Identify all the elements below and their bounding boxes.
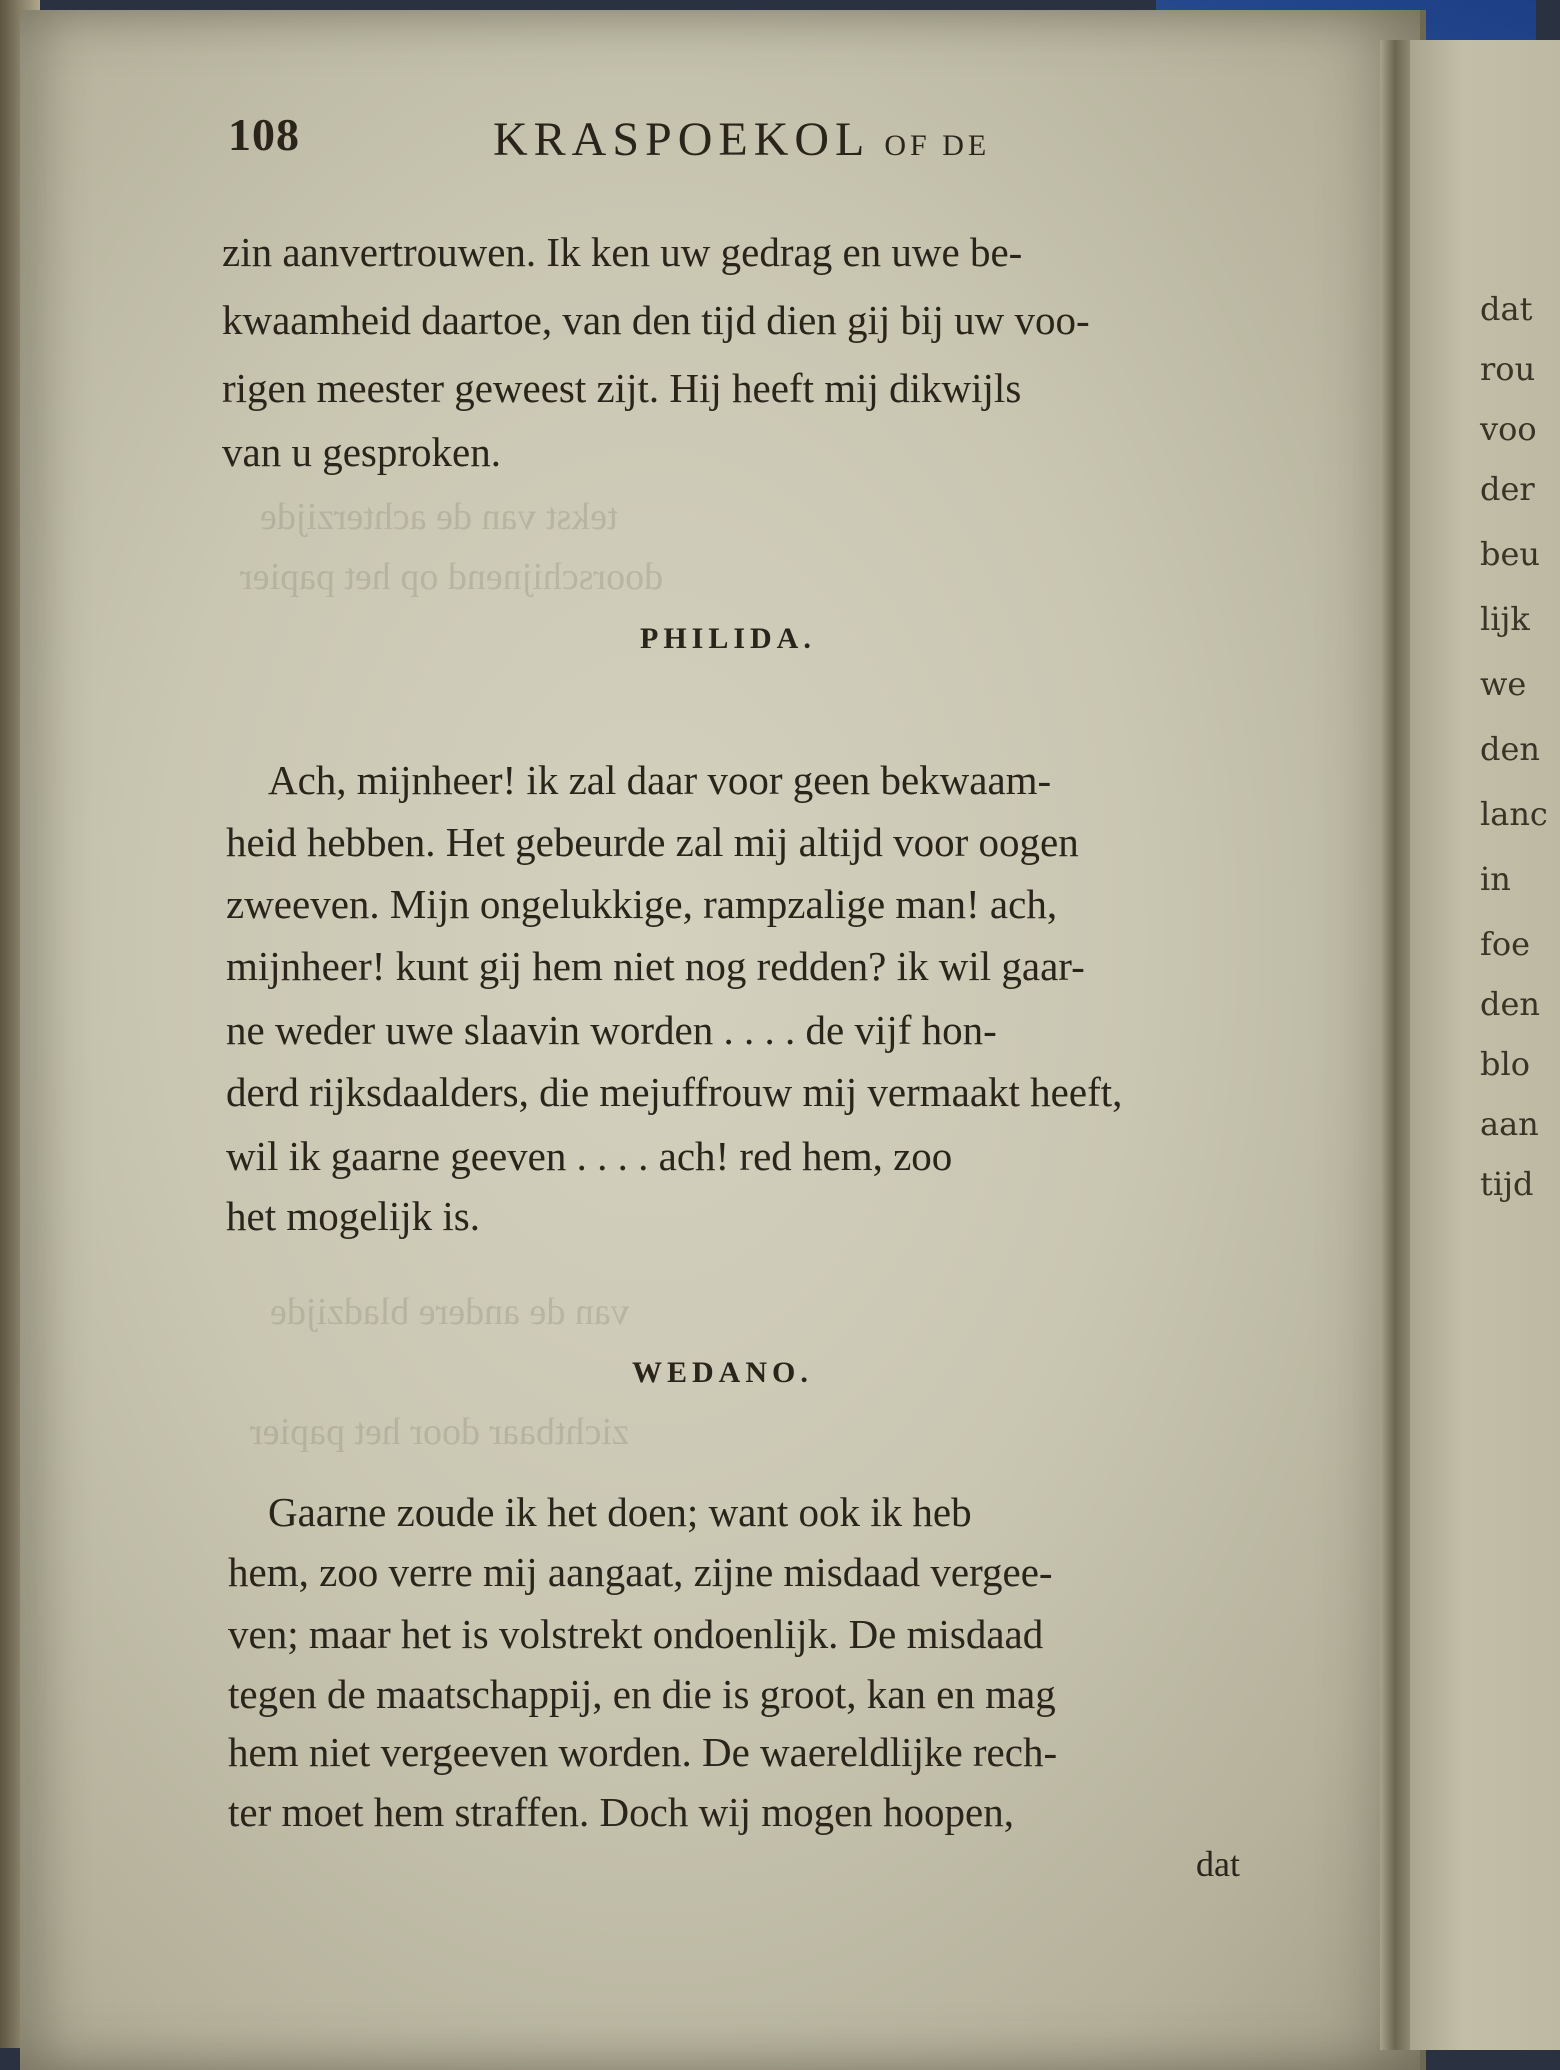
text-line: zin aanvertrouwen. Ik ken uw gedrag en uwe be- xyxy=(222,229,1023,275)
text-line: ter moet hem straffen. Doch wij mogen hoopen, xyxy=(228,1789,1015,1835)
right-page-fragment: blo xyxy=(1480,1045,1530,1083)
page-number: 108 xyxy=(228,109,300,160)
text-line: van u gesproken. xyxy=(222,429,501,475)
catchword: dat xyxy=(1196,1844,1240,1884)
right-page-fragment: beu xyxy=(1480,535,1541,573)
text-line: Gaarne zoude ik het doen; want ook ik heb xyxy=(268,1489,972,1535)
running-title-suffix: OF DE xyxy=(884,129,991,162)
right-page-fragment: dat xyxy=(1480,290,1533,328)
right-page-fragment: lijk xyxy=(1480,600,1530,638)
text-line: tegen de maatschappij, en die is groot, kan en mag xyxy=(228,1671,1056,1717)
text-line: ven; maar het is volstrekt ondoenlijk. De misdaad xyxy=(228,1611,1044,1657)
right-page-fragment: tijd xyxy=(1480,1165,1534,1203)
text-line: heid hebben. Het gebeurde zal mij altijd voor oogen xyxy=(226,819,1079,865)
right-page-fragment: we xyxy=(1480,665,1527,703)
bleed-through: van de andere bladzijde xyxy=(270,1291,630,1333)
text-line: hem, zoo verre mij aangaat, zijne misdaad vergee- xyxy=(228,1549,1053,1595)
text-line: derd rijksdaalders, die mejuffrouw mij vermaakt heeft, xyxy=(226,1069,1123,1115)
text-line: wil ik gaarne geeven . . . . ach! red hem, zoo xyxy=(226,1133,953,1179)
right-page-fragment: lanc xyxy=(1480,795,1548,833)
bleed-through: tekst van de achterzijde xyxy=(260,496,618,538)
text-line: Ach, mijnheer! ik zal daar voor geen bekwaam- xyxy=(268,757,1052,803)
right-page-fragment: foe xyxy=(1480,925,1531,963)
text-line: rigen meester geweest zijt. Hij heeft mij dikwijls xyxy=(222,365,1022,411)
speaker-name: PHILIDA. xyxy=(640,622,816,655)
running-title-main: KRASPOEKOL xyxy=(493,113,871,166)
right-page-fragment: den xyxy=(1480,730,1541,768)
bleed-through: zichtbaar door het papier xyxy=(250,1411,629,1453)
right-page-fragment: voo xyxy=(1480,410,1537,448)
right-page-fragment: rou xyxy=(1480,350,1536,388)
right-page xyxy=(1410,40,1560,2050)
right-page-fragment: in xyxy=(1480,860,1511,898)
text-line: ne weder uwe slaavin worden . . . . de vijf hon- xyxy=(226,1007,997,1053)
text-line: zweeven. Mijn ongelukkige, rampzalige man! ach, xyxy=(226,881,1058,927)
book-gutter xyxy=(1380,40,1410,2050)
text-line: hem niet vergeeven worden. De waereldlijke rech- xyxy=(228,1729,1058,1775)
text-line: mijnheer! kunt gij hem niet nog redden? ik wil gaar- xyxy=(226,943,1085,989)
speaker-name: WEDANO. xyxy=(632,1356,813,1389)
bleed-through: doorschijnend op het papier xyxy=(240,556,664,598)
right-page-fragment: den xyxy=(1480,985,1541,1023)
right-page-fragment: der xyxy=(1480,470,1535,508)
text-line: kwaamheid daartoe, van den tijd dien gij bij uw voo- xyxy=(222,297,1090,343)
text-line: het mogelijk is. xyxy=(226,1193,480,1239)
right-page-fragment: aan xyxy=(1480,1105,1539,1143)
running-title xyxy=(493,112,990,167)
running-header xyxy=(228,98,1108,188)
